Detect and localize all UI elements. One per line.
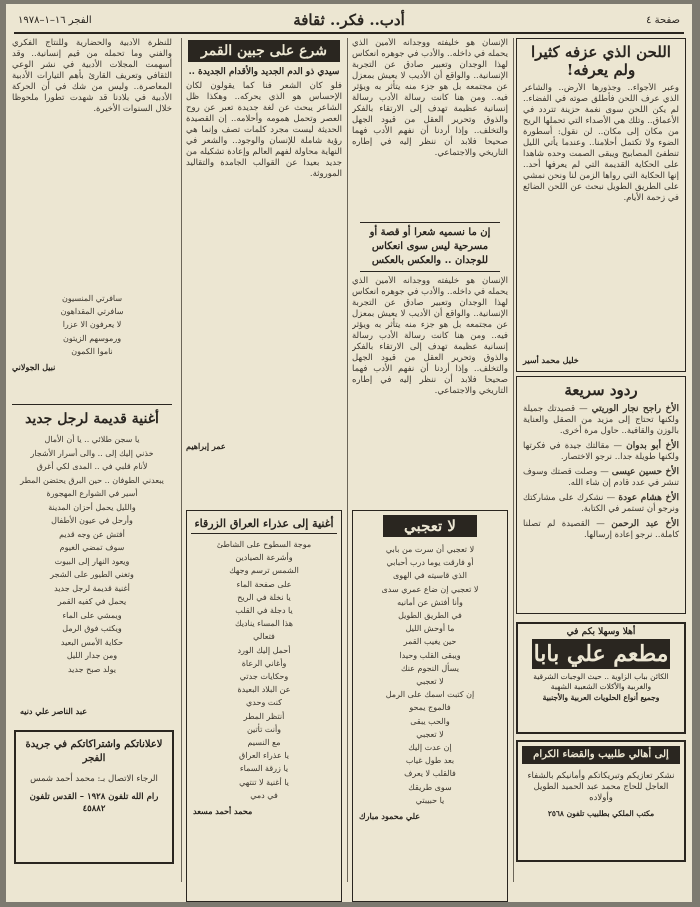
front-article bbox=[12, 38, 172, 398]
poem-line: مع النسيم bbox=[247, 738, 281, 748]
reply-item: الأخ هشام عودة — نشكرك على مشاركتك ونرجو أن تستمر في الكتابة. bbox=[523, 493, 680, 514]
old-song-poem bbox=[12, 404, 172, 705]
poem-line: في دمي bbox=[250, 790, 278, 800]
issue-date: الفجر ١٦–١–١٩٧٨ bbox=[18, 15, 92, 26]
poem-line: والليل يحمل أحزان المدينة bbox=[48, 502, 136, 512]
reply-recipient: الأخ راجح نجار الوريتي bbox=[591, 404, 679, 414]
poem-line: وأنت تأتين bbox=[246, 724, 282, 734]
poem-line: سوف تمضي الغيوم bbox=[59, 543, 125, 552]
reply-item: الأخ أبو بدوان — مقالتك جيدة في فكرتها ولكنها طويلة جدا.. نرجو الاختصار. bbox=[523, 441, 679, 462]
reply-item: الأخ راجح نجار الوريتي — قصيدتك جميلة ولكنها تحتاج إلى مزيد من الصقل والعناية بالوزن والقافية.. حاول مرة أخرى. bbox=[523, 404, 679, 436]
poem-line: يا دجلة في القلب bbox=[235, 606, 293, 616]
poem-line: لا تعجبي أن سرت من بابي bbox=[385, 545, 475, 554]
restaurant-ad bbox=[516, 622, 686, 734]
poem-line: ويمشي على الماء bbox=[62, 610, 122, 620]
restaurant-text: الكائن بباب الزاوية .. حيث الوجبات الشرقية والغربية والأكلات الشعبية الشهية bbox=[533, 672, 669, 691]
reply-text: قصيدتك جميلة ولكنها تحتاج إلى مزيد من الصقل والعناية بالوزن والقافية.. حاول مرة أخرى. bbox=[523, 404, 679, 436]
poem-line: يا زرقة السماء bbox=[239, 764, 289, 774]
no-surprise-lines bbox=[353, 541, 507, 809]
poem-line: موجة السطوح على الشاطئ bbox=[216, 540, 312, 549]
literature-article bbox=[352, 38, 508, 492]
subscription-ad bbox=[14, 730, 174, 864]
old-song-title: أغنية قديمة لرجل جديد bbox=[25, 411, 159, 427]
no-surprise-poem bbox=[352, 510, 508, 902]
poem-line: ويبقى القلب وحيدا bbox=[399, 650, 461, 660]
reply-recipient: الأخ أبو بدوان bbox=[626, 441, 679, 451]
reply-item: الأخ حسين عيسى — وصلت قصتك وسوف تنشر في عدد قادم إن شاء الله. bbox=[523, 467, 679, 488]
melody-title: اللحن الذي عزفه كثيرا ولم يعرفه! bbox=[531, 43, 671, 79]
poem-line: سافرتي المنسيون bbox=[61, 294, 123, 303]
no-surprise-author: علي محمود مبارك bbox=[359, 811, 421, 822]
poem-line: أغنية قديمة لرجل جديد bbox=[54, 583, 130, 593]
poem-line: يا نخلة في الريح bbox=[237, 592, 291, 602]
old-song-lines bbox=[12, 433, 172, 676]
reply-recipient: الأخ عبد الرحمن bbox=[611, 519, 679, 529]
poem-line: حكاية الأمس البعيد bbox=[60, 637, 124, 647]
poem-line: الذي قاسيته في الهوى bbox=[392, 571, 468, 581]
moon-title: شرع على جبين القمر bbox=[188, 40, 340, 62]
reply-recipient: الأخ هشام عودة bbox=[618, 493, 680, 503]
moon-author: عمر إبراهيم bbox=[186, 441, 226, 451]
poem-line: أو فارقت يوما درب أحبابي bbox=[386, 558, 474, 568]
poem-line: فتعالي bbox=[253, 632, 275, 642]
restaurant-welcome: أهلا وسهلا بكم في bbox=[566, 627, 636, 637]
poem-line: يا سجن طلائي .. يا أن الأمال bbox=[44, 435, 140, 444]
reply-text: نشكرك على مشاركتك ونرجو أن تستمر في الكتابة. bbox=[523, 493, 679, 514]
poem-line: إن كتبت اسمك على الرمل bbox=[385, 690, 475, 700]
poem-line: أحمل إليك الورد bbox=[237, 645, 291, 655]
reply-text: القصيدة لم تصلنا كاملة.. نرجو إعادة إرسالها. bbox=[523, 519, 679, 540]
page-number: صفحة ٤ bbox=[646, 15, 680, 26]
poem-line: ويكتب فوق الرمل bbox=[62, 624, 122, 633]
thanks-notice bbox=[516, 740, 686, 862]
moon-article bbox=[186, 38, 342, 498]
poem-line: ومن جدار الليل bbox=[66, 651, 118, 660]
front-author: نبيل الجولاني bbox=[12, 362, 56, 373]
poem-line: كنت وحدي bbox=[246, 698, 282, 708]
moon-body: فلو كان الشعر فنا كما يقولون لكان الإحساس هو الذي يحركه.. وهكذا ظل الشاعر يبحث عن لغة جديدة تعبر عن روح العصر وتحمل همومه وأحلامه.. إن القصيدة الحديثة ليست مجرد كلمات تصف وإنما هي رؤية شاملة للإنسان والوجود.. والشعر في النهاية محاولة لفهم العالم وإعادة تشكيله من جديد بعيدا عن القوالب الجامدة والتقاليد الموروثة. bbox=[186, 81, 342, 179]
column-divider bbox=[181, 38, 182, 882]
poem-line: وأرحل في عيون الأطفال bbox=[51, 516, 133, 525]
column-divider bbox=[347, 38, 348, 882]
front-body: للنظرة الأدبية والحضارية وللنتاج الفكري والفني وما تحمله من قيم إنسانية.. وقد أسهمت المجلات الأدبية في نشر الوعي الثقافي وتعريف القارئ بأهم التيارات الأدبية المعاصرة.. وليس من شك في أن الحركة الأدبية في بلادنا قد شهدت تطورا ملحوظا خلال السنوات الأخيرة. bbox=[12, 38, 172, 114]
page-header bbox=[14, 10, 684, 34]
thanks-text: نشكر تعازيكم وتبريكاتكم وأمانيكم بالشفاء العاجل للحاج محمد عبد الحميد الطويل وأولاده bbox=[527, 771, 675, 803]
poem-line: وأنا أفتش عن أمانيه bbox=[397, 597, 463, 607]
iraq-title: أغنية إلى عذراء العراق الزرقاء bbox=[191, 515, 337, 534]
poem-line: يسأل النجوم عنك bbox=[401, 663, 459, 673]
poem-line: أنتظر المطر bbox=[243, 711, 285, 721]
poem-line: لا تعجبي bbox=[416, 729, 444, 739]
literature-body: الإنسان هو خليفته ووجدانه الأمين الذي يحمله في داخله.. والأدب في جوهره انعكاس لهذا الوجدان وتعبير صادق عن التجربة الإنسانية.. والواقع أن الأديب لا يعيش بمعزل عن مجتمعه بل هو جزء منه يتأثر به ويؤثر فيه.. ومن هنا كانت رسالة الأدب رسالة إنسانية عظيمة تهدف إلى الارتقاء بالفكر والذوق وتحرير العقل من قيود الجهل والتخلف.. وإذا أردنا أن نفهم الأدب فهما صحيحا فلابد أن ننظر إليه في إطاره التاريخي والاجتماعي. bbox=[352, 38, 508, 158]
quick-replies-list bbox=[517, 403, 685, 541]
poem-line: خذني إليك إلى .. والى أسرار الأشجار bbox=[30, 448, 154, 458]
poem-line: على صفحة الماء bbox=[236, 579, 292, 589]
poem-line: أفتش عن وجه قديم bbox=[59, 529, 125, 539]
reply-item: الأخ عبد الرحمن — القصيدة لم تصلنا كاملة.. نرجو إعادة إرسالها. bbox=[523, 519, 679, 540]
subscription-title: لاعلاناتكم واشتراكاتكم في جريدة الفجر bbox=[25, 739, 163, 764]
poem-line: يولد صبح جديد bbox=[67, 664, 117, 674]
poem-line: فالقلب لا يعرف bbox=[404, 769, 456, 779]
poem-line: لأنام قلبي في .. المدى لكي أغرق bbox=[36, 462, 148, 471]
literature-body-continued: الإنسان هو خليفته ووجدانه الأمين الذي يحمله في داخله.. والأدب في جوهره انعكاس لهذا الوجدان وتعبير صادق عن التجربة الإنسانية.. والواقع أن الأديب لا يعيش بمعزل عن مجتمعه بل هو جزء منه يتأثر به ويؤثر فيه.. ومن هنا كانت رسالة الأدب رسالة إنسانية عظيمة تهدف إلى الارتقاء بالفكر والذوق وتحرير العقل من قيود الجهل والتخلف.. وإذا أردنا أن نفهم الأدب فهما صحيحا فلابد أن ننظر إليه في إطاره التاريخي والاجتماعي. bbox=[352, 276, 508, 396]
restaurant-name: مطعم علي بابا bbox=[533, 641, 669, 667]
iraq-poem bbox=[186, 510, 342, 902]
reply-text: وصلت قصتك وسوف تنشر في عدد قادم إن شاء الله. bbox=[523, 467, 679, 488]
poem-line: أسير في الشوارع المهجورة bbox=[46, 489, 138, 498]
poem-line: وأغاني الرعاة bbox=[241, 658, 287, 668]
poem-line: عن البلاد البعيدة bbox=[237, 685, 291, 695]
melody-body: وعبر الأجواء.. وجذورها الأرض.. والشاعر الذي عرف اللحن فأطلق صوته في الفضاء.. لم يكن اللحن سوى نغمة حزينة تتردد في الأعماق.. وتلك هي الأصداء التي تحملها الريح من مكان إلى مكان.. لن نقول: أسطورة الضوء ولا تكتمل أحلامنا.. وعندما يأتي الليل تنطفئ المصابيح ويبقى الصمت وحده شاهدا على الحكاية القديمة التي لم يعرفها أحد.. إنها الحكاية التي رواها الزمن لنا ونحن نمشي على الطريق الطويل نبحث عن اللحن الضائع في زحمة الأيام. bbox=[523, 83, 679, 203]
poem-line: ما أوحش الليل bbox=[405, 624, 455, 634]
reply-text: مقالتك جيدة في فكرتها ولكنها طويلة جدا.. نرجو الاختصار. bbox=[523, 441, 679, 462]
iraq-lines bbox=[187, 536, 341, 804]
poem-line: سافرتي المقداهون bbox=[60, 307, 124, 317]
moon-subhead: سيدي ذو الدم الجديد والأقدام الجديدة .. bbox=[188, 67, 340, 77]
poem-line: يا عذراء العراق bbox=[239, 751, 289, 761]
poem-line: وأشرعة الصيادين bbox=[235, 553, 293, 563]
poem-line: حين يغيب القمر bbox=[403, 637, 457, 647]
no-surprise-title: لا تعجبي bbox=[383, 515, 477, 537]
poem-line: لا تعجبي bbox=[416, 677, 444, 687]
poem-line: وتغني الطيور على الشجر bbox=[50, 570, 134, 579]
melody-author: خليل محمد أسير bbox=[523, 355, 579, 365]
poem-line: الشمس ترسم وجهك bbox=[229, 566, 299, 576]
poem-line: يبعدني الطوفان .. حين البرق يحتضن المطر bbox=[20, 475, 164, 485]
reply-recipient: الأخ حسين عيسى bbox=[611, 467, 679, 477]
poem-line: بعد طول غياب bbox=[405, 756, 455, 766]
poem-line: سوى طريقك bbox=[408, 782, 452, 792]
thanks-title: إلى أهالي طلبيب والقضاء الكرام bbox=[522, 746, 680, 764]
front-poem bbox=[12, 292, 172, 358]
poem-line: ويعود النهار إلى البيوت bbox=[54, 556, 130, 566]
poem-line: وحكايات جدتي bbox=[239, 672, 289, 682]
column-divider bbox=[513, 38, 514, 882]
poem-line: يا أغنية لا تنتهي bbox=[239, 777, 289, 787]
restaurant-text-2: وجميع أنواع الحلويات العربية والأجنبية bbox=[542, 693, 660, 702]
old-song-author: عبد الناصر علي دنيه bbox=[20, 706, 88, 716]
poem-line: ناموا الكمون bbox=[71, 346, 113, 356]
poem-line: إن عدت إليك bbox=[408, 743, 452, 753]
thanks-text-2: مكتب الملكي بطلبيب تلفون ٢٥٦٨ bbox=[547, 809, 655, 818]
subscription-text: الرجاء الاتصال بـ: محمد أحمد شمس bbox=[30, 774, 158, 784]
quick-replies bbox=[516, 376, 686, 614]
poem-line: لا يعرفون الا عزرا bbox=[62, 320, 122, 330]
poem-line: يا حبيبتي bbox=[415, 795, 445, 805]
newspaper-page bbox=[6, 4, 692, 902]
poem-line: في الطريق الطويل bbox=[398, 611, 462, 621]
iraq-author: محمد أحمد مسعد bbox=[193, 806, 253, 817]
literature-pullquote: إن ما نسميه شعرا أو قصة أو مسرحية ليس سوى انعكاس للوجدان .. والعكس بالعكس bbox=[360, 222, 500, 272]
poem-line: لا تعجبي إن ضاع عمري سدى bbox=[381, 584, 479, 594]
melody-article bbox=[516, 38, 686, 372]
poem-line: ورموسهم الزيتون bbox=[62, 333, 122, 343]
poem-line: هذا المساء يناديك bbox=[235, 619, 293, 629]
poem-line: والحب يبقى bbox=[410, 716, 450, 726]
poem-line: يحمل في كفيه القمر bbox=[57, 597, 127, 606]
section-title: أدب.. فكر.. ثقافة bbox=[293, 11, 405, 29]
quick-replies-title: ردود سريعة bbox=[564, 381, 638, 399]
subscription-phone: رام الله تلفون ١٩٢٨ – القدس تلفون ٤٥٨٨٢ bbox=[29, 792, 159, 814]
poem-line: فالموج يمحو bbox=[409, 703, 451, 713]
